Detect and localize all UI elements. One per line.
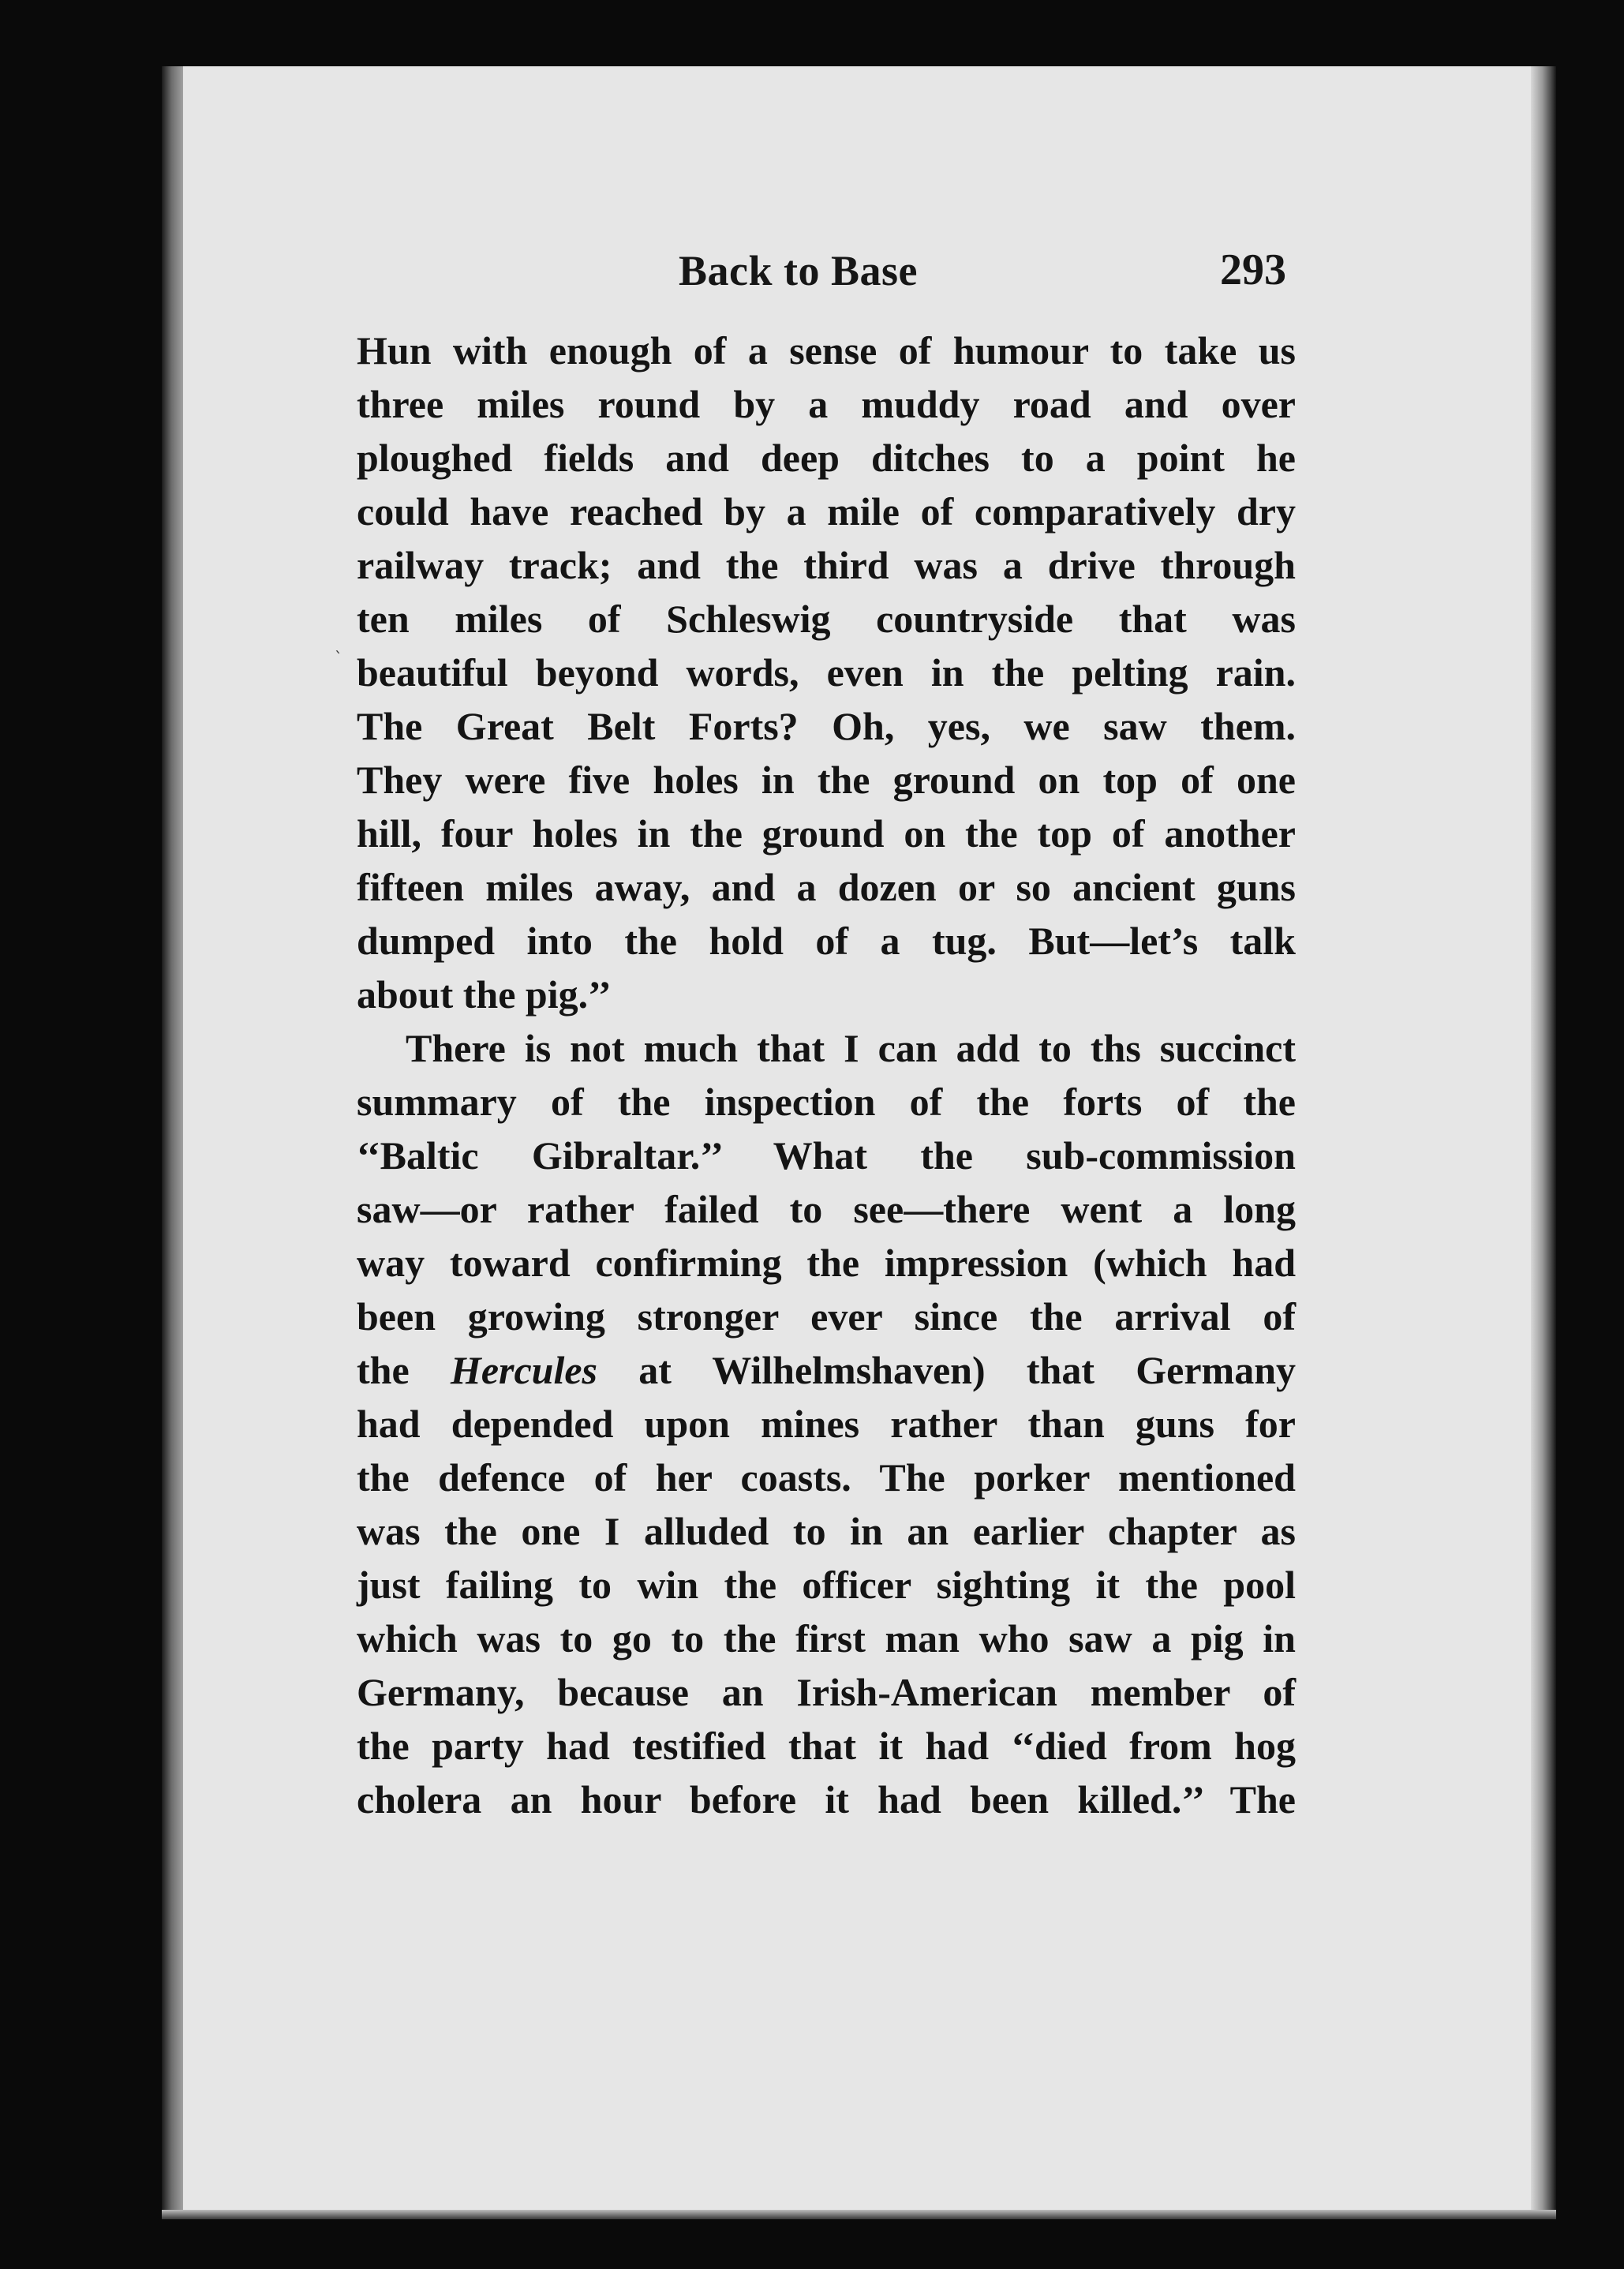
text-line: just failing to win the officer sighting it the pool: [357, 1563, 1296, 1607]
text-line: fifteen miles away, and a dozen or so ancient guns: [357, 865, 1296, 909]
text-line: which was to go to the first man who saw a pig in: [357, 1616, 1296, 1661]
text-line: had depended upon mines rather than guns for: [357, 1402, 1296, 1446]
text-line: beautiful beyond words, even in the pelting rain.: [357, 650, 1296, 695]
text-line: ‘‘Baltic Gibraltar.’’ What the sub-commission: [357, 1133, 1296, 1178]
text-line: way toward confirming the impression (which had: [357, 1241, 1296, 1285]
paragraph-end-line: about the pig.’’: [357, 972, 612, 1017]
text-line: three miles round by a muddy road and over: [357, 382, 1296, 426]
text-line: hill, four holes in the ground on the top of another: [357, 811, 1296, 856]
page-bottom-edge: [162, 2210, 1556, 2219]
text-line: The Great Belt Forts? Oh, yes, we saw them.: [357, 704, 1296, 748]
text-line: ploughed fields and deep ditches to a point he: [357, 436, 1296, 480]
body-text: [357, 324, 1296, 1826]
text-line: They were five holes in the ground on top of one: [357, 758, 1296, 802]
text-line: dumped into the hold of a tug. But—let’s talk: [357, 919, 1296, 963]
page-edge: [1531, 66, 1556, 2217]
text-line: Hun with enough of a sense of humour to take us: [357, 328, 1296, 373]
text-line: saw—or rather failed to see—there went a long: [357, 1187, 1296, 1231]
text-fragment: the: [357, 1348, 410, 1392]
paragraph-first-line: There is not much that I can add to ths succinct: [406, 1026, 1296, 1070]
italic-ship-name: Hercules: [450, 1348, 598, 1392]
text-line: railway track; and the third was a drive through: [357, 543, 1296, 587]
text-line: was the one I alluded to in an earlier chapter as: [357, 1509, 1296, 1553]
text-line: ten miles of Schleswig countryside that was: [357, 597, 1296, 641]
page-number: 293: [1220, 245, 1286, 294]
margin-tick-mark: ˎ: [335, 635, 342, 653]
text-line: Germany, because an Irish-American member of: [357, 1670, 1296, 1714]
text-line: cholera an hour before it had been killed.’’ The: [357, 1777, 1296, 1822]
text-line: the party had testified that it had ‘‘died from hog: [357, 1724, 1296, 1768]
text-line-with-italic: [357, 1343, 1296, 1397]
text-line: could have reached by a mile of comparatively dry: [357, 489, 1296, 534]
text-fragment: at Wilhelmshaven) that Germany: [638, 1348, 1296, 1392]
text-line: the defence of her coasts. The porker mentioned: [357, 1455, 1296, 1500]
text-line: been growing stronger ever since the arrival of: [357, 1294, 1296, 1339]
text-line: summary of the inspection of the forts of the: [357, 1080, 1296, 1124]
running-head-title: Back to Base: [679, 247, 918, 294]
